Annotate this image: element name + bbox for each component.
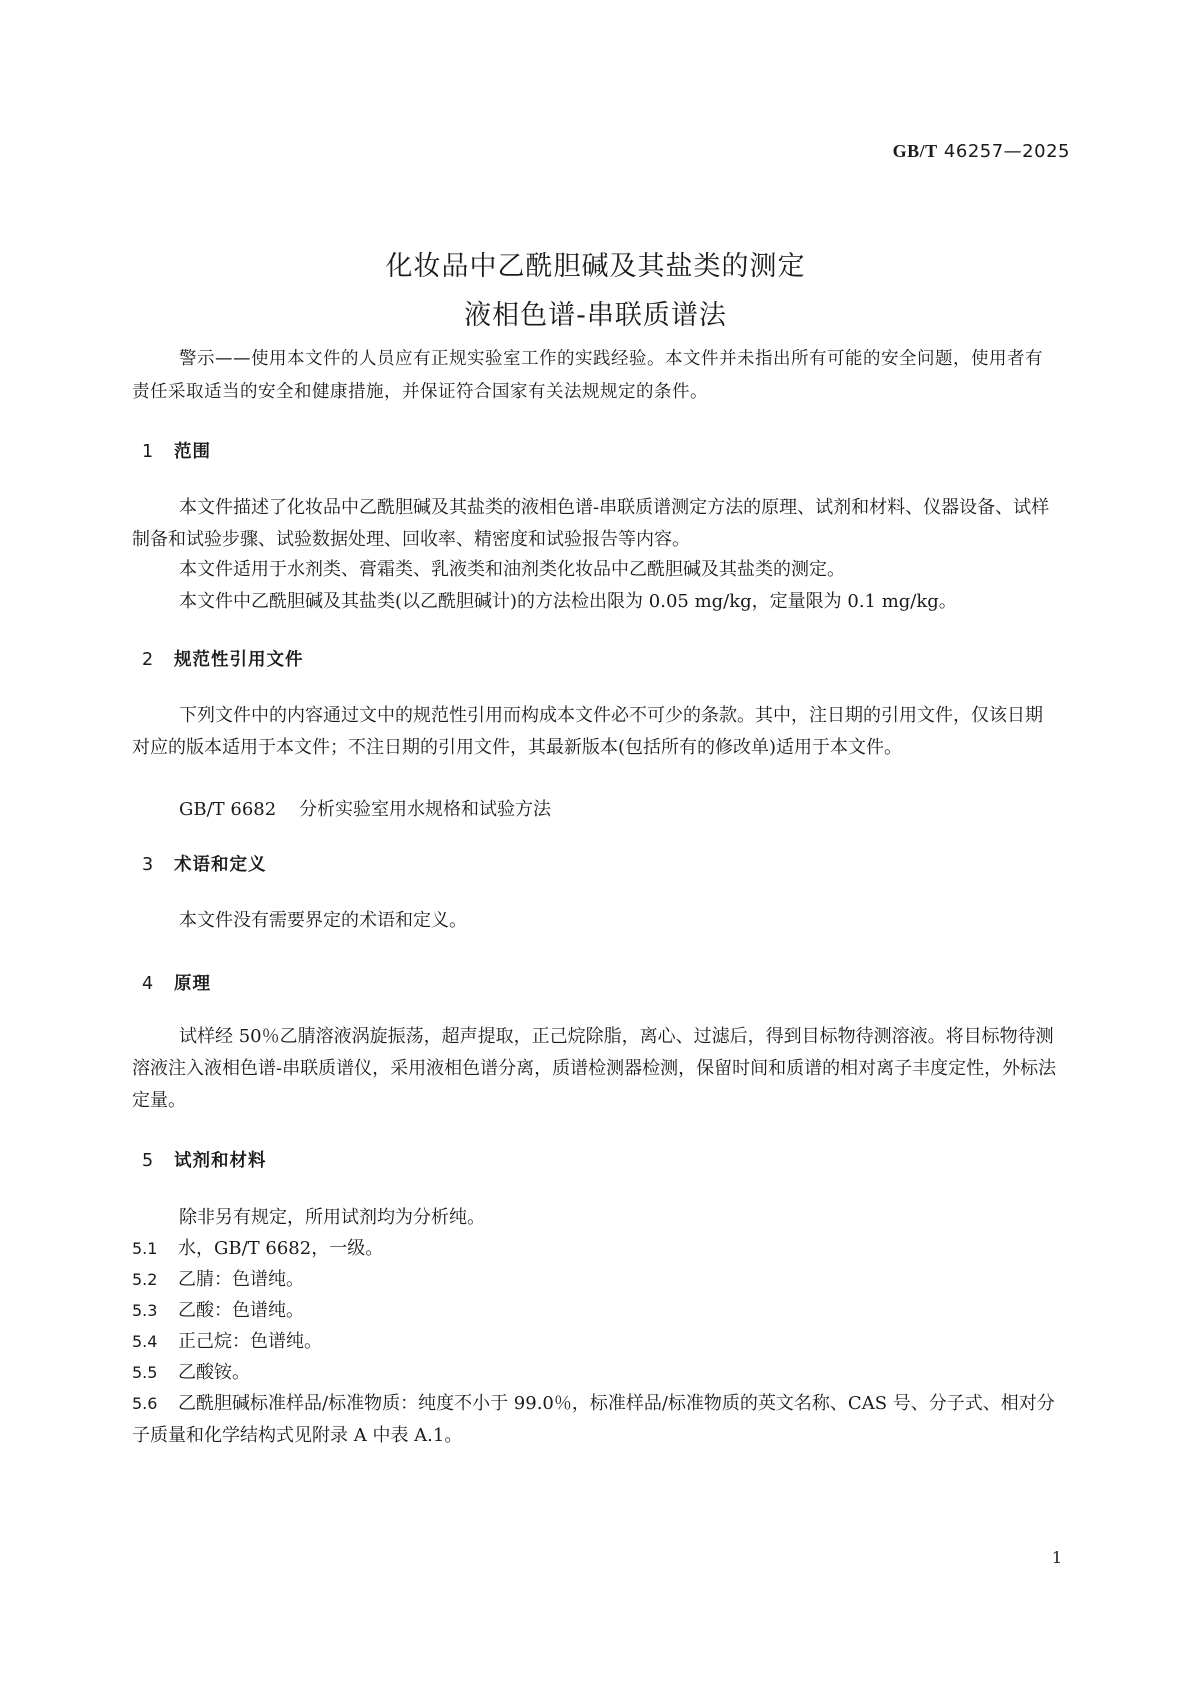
- section-heading-5: [142, 1147, 267, 1172]
- item-text: 乙酸：色谱纯。: [178, 1300, 304, 1321]
- standard-number: [893, 141, 1070, 162]
- paragraph: 下列文件中的内容通过文中的规范性引用而构成本文件必不可少的条款。其中，注日期的引用文件，仅该日期对应的版本适用于本文件；不注日期的引用文件，其最新版本(包括所有的修改单)适用于本文件。: [132, 705, 1043, 758]
- paragraph: 本文件中乙酰胆碱及其盐类(以乙酰胆碱计)的方法检出限为 0.05 mg/kg，定量限为 0.1 mg/kg。: [179, 591, 957, 612]
- paragraph: 试样经 50％乙腈溶液涡旋振荡，超声提取，正己烷除脂，离心、过滤后，得到目标物待测溶液。将目标物待测溶液注入液相色谱-串联质谱仪，采用液相色谱分离，质谱检测器检测，保留时间和质谱的相对离子丰度定性，外标法定量。: [132, 1026, 1057, 1111]
- reference-title: 分析实验室用水规格和试验方法: [299, 799, 551, 820]
- item-text: 乙腈：色谱纯。: [178, 1269, 304, 1290]
- section-title: 范围: [174, 442, 211, 462]
- paragraph: 除非另有规定，所用试剂均为分析纯。: [179, 1207, 485, 1228]
- section-title: 试剂和材料: [174, 1151, 267, 1171]
- item-number: 5.5: [132, 1363, 158, 1382]
- section-title: 原理: [174, 974, 211, 994]
- section-number: 2: [142, 650, 155, 670]
- item-text: 乙酸铵。: [178, 1362, 250, 1383]
- section-number: 4: [142, 974, 155, 994]
- section-heading-1: [142, 438, 211, 463]
- list-item: [132, 1233, 1062, 1265]
- section-number: 1: [142, 442, 155, 462]
- item-text: 乙酰胆碱标准样品/标准物质：纯度不小于 99.0％，标准样品/标准物质的英文名称、CAS 号、分子式、相对分子质量和化学结构式见附录 A 中表 A.1。: [132, 1393, 1055, 1446]
- standard-number-value: 46257—2025: [943, 141, 1070, 162]
- item-text: 正己烷：色谱纯。: [178, 1331, 322, 1352]
- item-number: 5.4: [132, 1332, 158, 1351]
- section-title: 规范性引用文件: [174, 650, 304, 670]
- section-heading-2: [142, 646, 304, 671]
- item-number: 5.3: [132, 1301, 158, 1320]
- list-item: [132, 1326, 1062, 1358]
- section-heading-4: [142, 970, 211, 995]
- standard-prefix: GB/T: [892, 141, 938, 161]
- section-title: 术语和定义: [174, 855, 267, 875]
- reference-code: GB/T 6682: [179, 799, 277, 820]
- paragraph: 本文件适用于水剂类、膏霜类、乳液类和油剂类化妆品中乙酰胆碱及其盐类的测定。: [179, 559, 845, 580]
- section-heading-3: [142, 851, 267, 876]
- warning-paragraph: 警示——使用本文件的人员应有正规实验室工作的实践经验。本文件并未指出所有可能的安全问题，使用者有责任采取适当的安全和健康措施，并保证符合国家有关法规规定的条件。: [132, 349, 1043, 402]
- normative-reference: [179, 795, 551, 821]
- section-number: 5: [142, 1151, 155, 1171]
- list-item: [132, 1264, 1062, 1296]
- section-number: 3: [142, 855, 155, 875]
- list-item: [132, 1357, 1062, 1389]
- item-number: 5.1: [132, 1239, 158, 1258]
- list-item: [132, 1295, 1062, 1327]
- document-title-line2: 液相色谱-串联质谱法: [464, 300, 727, 331]
- list-item: [132, 1388, 1062, 1452]
- document-title-line1: 化妆品中乙酰胆碱及其盐类的测定: [385, 251, 806, 282]
- paragraph: 本文件没有需要界定的术语和定义。: [179, 910, 467, 931]
- item-text: 水，GB/T 6682，一级。: [178, 1238, 384, 1259]
- item-number: 5.6: [132, 1394, 158, 1413]
- paragraph: 本文件描述了化妆品中乙酰胆碱及其盐类的液相色谱-串联质谱测定方法的原理、试剂和材料、仪器设备、试样制备和试验步骤、试验数据处理、回收率、精密度和试验报告等内容。: [132, 497, 1050, 550]
- page-number: 1: [1051, 1548, 1062, 1567]
- item-number: 5.2: [132, 1270, 158, 1289]
